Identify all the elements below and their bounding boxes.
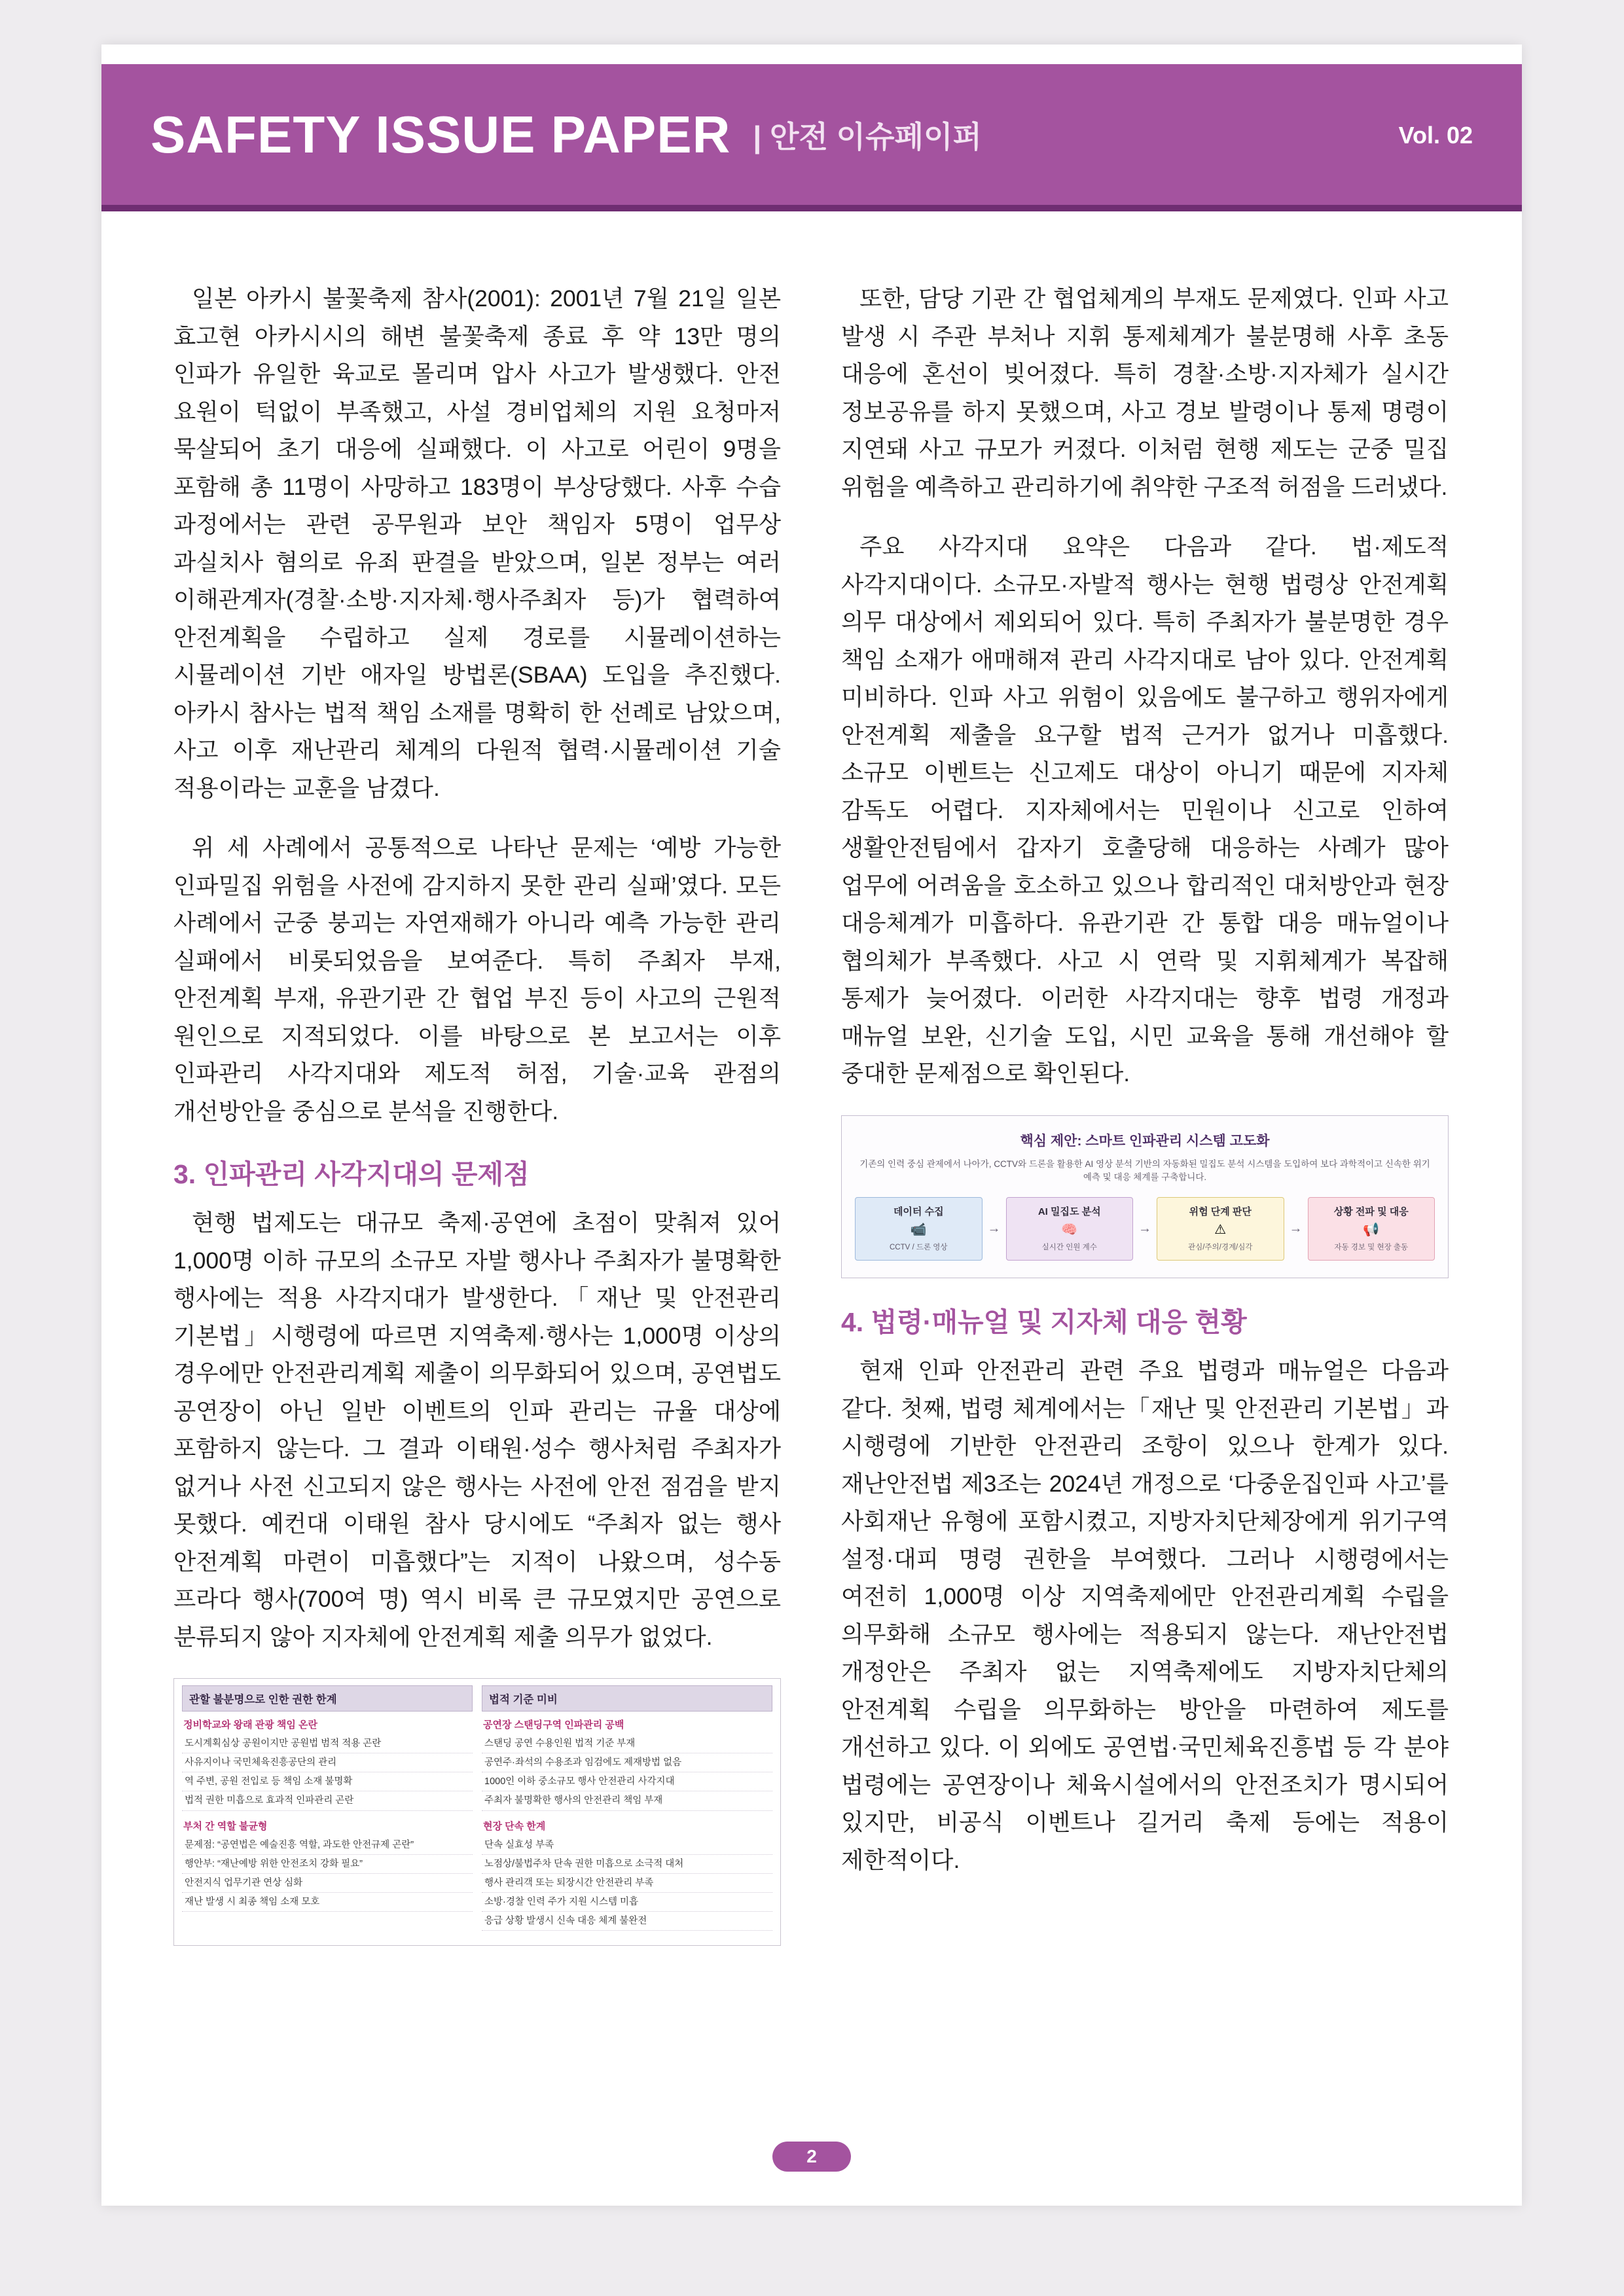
figure-blindspot-table xyxy=(173,1678,781,1946)
figure-table-subtitle: 현장 단속 한계 xyxy=(483,1820,546,1832)
figure-table-item: 공연주·좌석의 수용조과 임검에도 제재방법 없음 xyxy=(482,1753,772,1772)
figure-table-item: 행사 관리객 또는 퇴장시간 안전관리 부족 xyxy=(482,1874,772,1893)
warning-icon: ⚠ xyxy=(1214,1223,1227,1237)
figure-table-item: 안전지식 업무기관 연상 심화 xyxy=(182,1874,473,1893)
camera-drone-icon: 📹 xyxy=(910,1223,927,1237)
page-subtitle: | 안전 이슈페이퍼 xyxy=(753,119,982,154)
page-title: SAFETY ISSUE PAPER xyxy=(151,105,731,164)
figure-table-column-left xyxy=(182,1685,473,1939)
figure-table-item: 사유지이나 국민체육진흥공단의 관리 xyxy=(182,1753,473,1772)
flow-step-ai-density xyxy=(1006,1197,1134,1261)
figure-table-item: 소방·경찰 인력 주가 지원 시스템 미흡 xyxy=(482,1893,772,1912)
flow-step-caption: 실시간 인원 계수 xyxy=(1041,1244,1097,1251)
figure-table-item: 행안부: “재난예방 위한 안전조치 강화 필요” xyxy=(182,1855,473,1874)
volume-label: Vol. 02 xyxy=(1398,122,1473,149)
flow-step-caption: 관심/주의/경계/심각 xyxy=(1188,1244,1253,1251)
figure-table-block xyxy=(482,1819,772,1931)
flow-step-risk-level xyxy=(1157,1197,1284,1261)
figure-flow-description: 기존의 인력 중심 관제에서 나아가, CCTV와 드론을 활용한 AI 영상 분석 기반의 자동화된 밀집도 분석 시스템을 도입하여 보다 과학적이고 신속한 위기 예측 및 대응 체계를 구축합니다. xyxy=(859,1158,1430,1182)
flow-arrow-icon: → xyxy=(1289,1221,1303,1236)
figure-smart-system-flow xyxy=(841,1115,1449,1279)
flow-step-response xyxy=(1308,1197,1435,1261)
figure-table-item: 재난 발생 시 최종 책임 소재 모호 xyxy=(182,1893,473,1912)
figure-table-item: 스탠딩 공연 수용인원 법적 기준 부재 xyxy=(482,1734,772,1753)
paragraph: 현행 법제도는 대규모 축제·공연에 초점이 맞춰져 있어 1,000명 이하 규모의 소규모 자발 행사나 주최자가 불명확한 행사에는 적용 사각지대가 발생한다.「재난 및 안전관리 기본법」시행령에 따르면 지역축제·행사는 1,000명 이상의 경우에만 안전관리계획 제출이 의무화되어 있으며, 공연법도 공연장이 아닌 일반 이벤트의 인파 관리는 규율 대상에 포함하지 않는다. 그 결과 이태원·성수 행사처럼 주최자가 없거나 사전 신고되지 않은 행사는 사전에 안전 점검을 받지 못했다. 예컨대 이태원 참사 당시에도 “주최자 없는 행사 안전계획 마련이 미흡했다”는 지적이 나왔으며, 성수동 프라다 행사(700여 명) 역시 비록 큰 규모였지만 공연으로 분류되지 않아 지자체에 안전계획 제출 의무가 없었다. xyxy=(173,1210,781,1650)
flow-step-title: 데이터 수집 xyxy=(893,1206,944,1217)
figure-flow-title: 핵심 제안: 스마트 인파관리 시스템 고도화 xyxy=(1020,1133,1270,1149)
header-underline xyxy=(101,205,1522,211)
flow-step-title: 위험 단계 판단 xyxy=(1189,1206,1252,1217)
section-heading-3: 3. 인파관리 사각지대의 문제점 xyxy=(173,1159,530,1189)
paragraph: 위 세 사례에서 공통적으로 나타난 문제는 ‘예방 가능한 인파밀집 위험을 사전에 감지하지 못한 관리 실패’였다. 모든 사례에서 군중 붕괴는 자연재해가 아니라 예측 가능한 관리 실패에서 비롯되었음을 보여준다. 특히 주최자 부재, 안전계획 부재, 유관기관 간 협업 부진 등이 사고의 근원적 원인으로 지적되었다. 이를 바탕으로 본 보고서는 이후 인파관리 사각지대와 제도적 허점, 기술·교육 관점의 개선방안을 중심으로 분석을 진행한다. xyxy=(173,834,781,1124)
figure-table-item: 법적 권한 미흡으로 효과적 인파관리 곤란 xyxy=(182,1791,473,1810)
flow-arrow-icon: → xyxy=(987,1221,1001,1236)
figure-table-subtitle: 공연장 스탠딩구역 인파관리 공백 xyxy=(483,1719,624,1731)
figure-table-item: 1000인 이하 중소규모 행사 안전관리 사각지대 xyxy=(482,1772,772,1791)
flow-arrow-icon: → xyxy=(1138,1221,1151,1236)
figure-table-item: 역 주변, 공원 전입로 등 책임 소재 불명확 xyxy=(182,1772,473,1791)
paragraph: 또한, 담당 기관 간 협업체계의 부재도 문제였다. 인파 사고 발생 시 주관 부처나 지휘 통제체계가 불분명해 사후 초동 대응에 혼선이 빚어졌다. 특히 경찰·소방·지자체가 실시간 정보공유를 하지 못했으며, 사고 경보 발령이나 통제 명령이 지연돼 사고 규모가 커졌다. 이처럼 현행 제도는 군중 밀집 위험을 예측하고 관리하기에 취약한 구조적 허점을 드러냈다. xyxy=(841,285,1449,500)
figure-table-block xyxy=(182,1819,473,1912)
paragraph: 일본 아카시 불꽃축제 참사(2001): 2001년 7월 21일 일본 효고현 아카시시의 해변 불꽃축제 종료 후 약 13만 명의 인파가 유일한 육교로 몰리며 압사 사고가 발생했다. 안전 요원이 턱없이 부족했고, 사설 경비업체의 지원 요청마저 묵살되어 초기 대응에 실패했다. 이 사고로 어린이 9명을 포함해 총 11명이 사망하고 183명이 부상당했다. 사후 수습 과정에서는 관련 공무원과 보안 책임자 5명이 업무상 과실치사 혐의로 유죄 판결을 받았으며, 일본 정부는 여러 이해관계자(경찰·소방·지자체·행사주최자 등)가 협력하여 안전계획을 수립하고 실제 경로를 시뮬레이션하는 시뮬레이션 기반 애자일 방법론(SBAA) 도입을 추진했다. 아카시 참사는 법적 책임 소재를 명확히 한 선례로 남았으며, 사고 이후 재난관리 체계의 다원적 협력·시뮬레이션 기술 적용이라는 교훈을 남겼다. xyxy=(173,285,781,801)
paragraph: 주요 사각지대 요약은 다음과 같다. 법·제도적 사각지대이다. 소규모·자발적 행사는 현행 법령상 안전계획 의무 대상에서 제외되어 있다. 특히 주최자가 불분명한 경우 책임 소재가 애매해져 관리 사각지대로 남아 있다. 안전계획 미비하다. 인파 사고 위험이 있음에도 불구하고 행위자에게 안전계획 제출을 요구할 법적 근거가 없거나 미흡했다. 소규모 이벤트는 신고제도 대상이 아니기 때문에 지자체 감독도 어렵다. 지자체에서는 민원이나 신고로 인하여 생활안전팀에서 갑자기 호출당해 대응하는 사례가 많아 업무에 어려움을 호소하고 있으나 합리적인 대처방안과 현장 대응체계가 미흡하다. 유관기관 간 통합 대응 매뉴얼이나 협의체가 부족했다. 사고 시 연락 및 지휘체계가 복잡해 통제가 늦어졌다. 이러한 사각지대는 향후 법령 개정과 매뉴얼 보완, 신기술 도입, 시민 교육을 통해 개선해야 할 중대한 문제점으로 확인된다. xyxy=(841,533,1449,1086)
document-page xyxy=(101,45,1522,2206)
figure-table-block xyxy=(182,1717,473,1811)
figure-table-header: 관할 불분명으로 인한 권한 한계 xyxy=(182,1685,473,1712)
figure-table-item: 주최자 불명확한 행사의 안전관리 책임 부재 xyxy=(482,1791,772,1810)
figure-table-subtitle: 정비학교와 왕래 관광 책임 온란 xyxy=(183,1719,318,1731)
left-column xyxy=(173,280,781,1946)
section-heading-4: 4. 법령·매뉴얼 및 지자체 대응 현황 xyxy=(841,1307,1247,1337)
figure-table-item: 단속 실효성 부족 xyxy=(482,1836,772,1855)
page-header-banner xyxy=(101,64,1522,205)
figure-table-block xyxy=(482,1717,772,1811)
figure-table-header: 법적 기준 미비 xyxy=(482,1685,772,1712)
figure-table-item: 도시계획심상 공원이지만 공원법 범적 적용 곤란 xyxy=(182,1734,473,1753)
flow-step-title: AI 밀집도 분석 xyxy=(1038,1206,1101,1217)
figure-table-item: 노점상/불법주차 단속 권한 미흡으로 소극적 대처 xyxy=(482,1855,772,1874)
right-column xyxy=(841,280,1449,1946)
flow-step-caption: 자동 경보 및 현장 출동 xyxy=(1334,1244,1409,1251)
figure-flow-steps xyxy=(855,1197,1435,1261)
paragraph: 현재 인파 안전관리 관련 주요 법령과 매뉴얼은 다음과 같다. 첫째, 법령 체계에서는「재난 및 안전관리 기본법」과 시행령에 기반한 안전관리 조항이 있으나 한계가 있다. 재난안전법 제3조는 2024년 개정으로 ‘다중운집인파 사고’를 사회재난 유형에 포함시켰고, 지방자치단체장에게 위기구역 설정·대피 명령 권한을 부여했다. 그러나 시행령에서는 여전히 1,000명 이상 지역축제에만 안전관리계획 수립을 의무화해 소규모 행사에는 적용되지 않는다. 재난안전법 개정안은 주최자 없는 지역축제에도 지방자치단체의 안전계획 수립을 의무화하는 방안을 마련하여 제도를 개선하고 있다. 이 외에도 공연법·국민체육진흥법 등 각 분야 법령에는 공연장이나 체육시설에서의 안전조치가 명시되어 있지만, 비공식 이벤트나 길거리 축제 등에는 적용이 제한적이다. xyxy=(841,1357,1449,1873)
figure-table-column-right xyxy=(482,1685,772,1939)
broadcast-icon: 📢 xyxy=(1363,1223,1380,1237)
page-number-badge: 2 xyxy=(772,2142,851,2172)
figure-table-item: 문제점: “공연법은 예술진흥 역할, 과도한 안전규제 곤란” xyxy=(182,1836,473,1855)
flow-step-data-collection xyxy=(855,1197,983,1261)
article-body xyxy=(101,280,1522,1946)
ai-brain-icon: 🧠 xyxy=(1061,1223,1078,1237)
figure-table-item: 응급 상황 발생시 신속 대응 체계 불완전 xyxy=(482,1912,772,1931)
flow-step-title: 상황 전파 및 대응 xyxy=(1333,1206,1409,1217)
figure-table-subtitle: 부처 간 역할 불균형 xyxy=(183,1820,268,1832)
flow-step-caption: CCTV / 드론 영상 xyxy=(889,1244,948,1251)
